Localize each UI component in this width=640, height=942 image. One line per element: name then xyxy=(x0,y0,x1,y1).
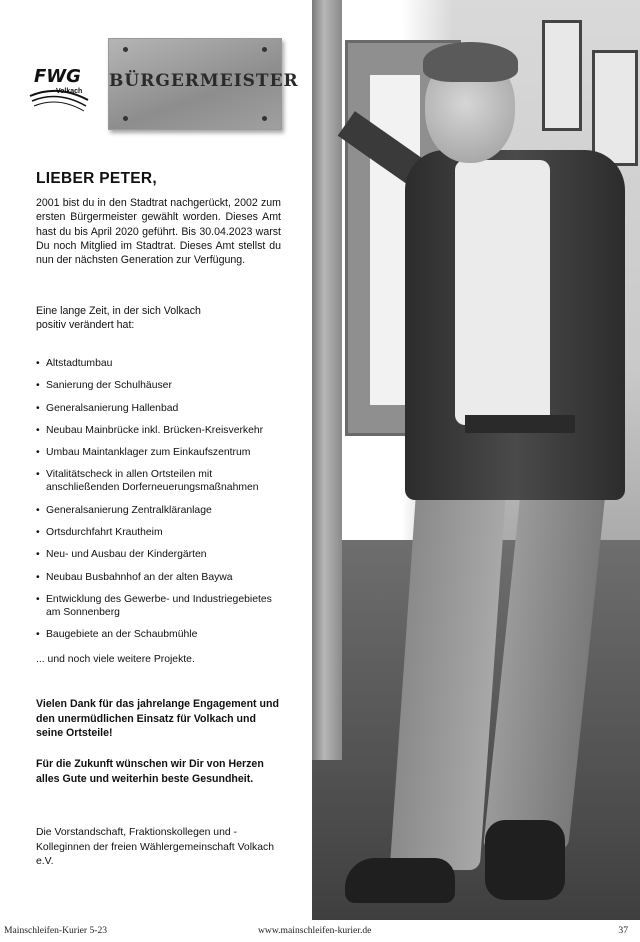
person-shoe xyxy=(345,858,455,903)
achievement-list xyxy=(36,357,286,651)
intro-paragraph: 2001 bist du in den Stadtrat nachgerückt, 2002 zum ersten Bürgermeister gewählt worden. Dieses Amt hast du bis April 2020 geführt. Bis 30.04.2023 warst Du noch Mitglied im Stadtrat. Dieses Amt stellst du nun der nächsten Generation zur Verfügung. xyxy=(36,197,281,267)
door-frame xyxy=(312,0,342,760)
list-item: • Vitalitätscheck in allen Ortsteilen mit anschließenden Dorferneuerungsmaßnahmen xyxy=(36,468,286,494)
sign-text: BÜRGERMEISTER xyxy=(109,71,299,91)
list-item: • Neubau Mainbrücke inkl. Brücken-Kreisverkehr xyxy=(36,424,286,437)
person-shirt xyxy=(455,160,550,425)
mayor-sign xyxy=(108,38,299,130)
person-belt xyxy=(465,415,575,433)
footer-url[interactable]: www.mainschleifen-kurier.de xyxy=(258,925,372,936)
screw-icon xyxy=(123,47,128,52)
list-item: • Entwicklung des Gewerbe- und Industriegebietes am Sonnenberg xyxy=(36,593,286,619)
list-item: • Sanierung der Schulhäuser xyxy=(36,379,286,392)
logo-wordmark: FWG xyxy=(34,66,81,87)
list-item: • Neubau Busbahnhof an der alten Baywa xyxy=(36,571,286,584)
screw-icon xyxy=(123,116,128,121)
salutation: LIEBER PETER, xyxy=(36,170,158,187)
list-item: • Neu- und Ausbau der Kindergärten xyxy=(36,548,286,561)
screw-icon xyxy=(262,116,267,121)
thanks-paragraph: Vielen Dank für das jahrelange Engagement und den unermüdlichen Einsatz für Volkach und seine Ortsteile! xyxy=(36,698,279,740)
list-item: • Umbau Maintanklager zum Einkaufszentrum xyxy=(36,446,286,459)
footer-page-number: 37 xyxy=(618,925,628,936)
list-item: • Generalsanierung Hallenbad xyxy=(36,402,286,415)
wall-picture-frame xyxy=(542,20,582,131)
list-item: • Altstadtumbau xyxy=(36,357,286,370)
list-item: • Generalsanierung Zentralkläranlage xyxy=(36,504,286,517)
list-item: • Ortsdurchfahrt Krautheim xyxy=(36,526,286,539)
more-projects: ... und noch viele weitere Projekte. xyxy=(36,654,195,665)
footer-publication: Mainschleifen-Kurier 5-23 xyxy=(4,925,108,936)
lead-paragraph: Eine lange Zeit, in der sich Volkach positiv verändert hat: xyxy=(36,305,201,331)
wish-paragraph: Für die Zukunft wünschen wir Dir von Herzen alles Gute und weiterhin beste Gesundheit. xyxy=(36,758,264,785)
wall-picture-frame xyxy=(592,50,638,166)
person-shoe xyxy=(485,820,565,900)
list-item: • Baugebiete an der Schaubmühle xyxy=(36,628,286,641)
logo-subtitle: Volkach xyxy=(56,88,83,95)
fwg-logo xyxy=(28,66,92,114)
person-hair xyxy=(423,42,518,82)
screw-icon xyxy=(262,47,267,52)
signature: Die Vorstandschaft, Fraktionskollegen und -Kolleginnen der freien Wählergemeinschaft Volkach e.V. xyxy=(36,827,274,868)
